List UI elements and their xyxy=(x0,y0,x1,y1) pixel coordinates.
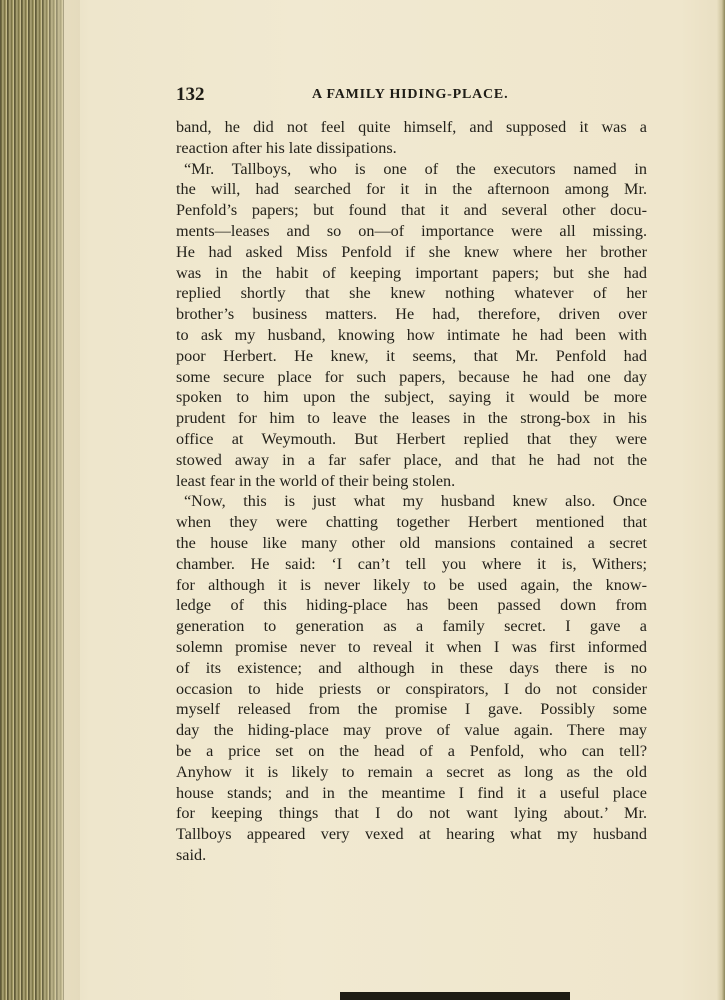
text-line: chamber. He said: ‘I can’t tell you where it is, Withers; xyxy=(176,554,647,573)
text-line: to ask my husband, knowing how intimate he had been with xyxy=(176,325,647,344)
text-line: was in the habit of keeping important papers; but she had xyxy=(176,263,647,282)
page-right-edge xyxy=(717,0,725,1000)
text-line: Penfold’s papers; but found that it and several other docu- xyxy=(176,201,647,220)
text-line: generation to generation as a family secret. I gave a xyxy=(176,617,647,636)
text-line: Tallboys appeared very vexed at hearing what my husband xyxy=(176,825,647,844)
text-line: for keeping things that I do not want lying about.’ Mr. xyxy=(176,804,647,823)
text-line: for although it is never likely to be used again, the know- xyxy=(176,575,647,594)
scan-bottom-mark xyxy=(340,992,570,1000)
text-line: replied shortly that she knew nothing whatever of her xyxy=(176,284,647,303)
text-line: spoken to him upon the subject, saying it would be more xyxy=(176,388,647,407)
text-line: “Mr. Tallboys, who is one of the executors named in xyxy=(184,159,647,178)
text-line: ledge of this hiding-place has been passed down from xyxy=(176,596,647,615)
text-line: occasion to hide priests or conspirators, I do not consider xyxy=(176,679,647,698)
page-number: 132 xyxy=(176,84,205,105)
text-line: myself released from the promise I gave. Possibly some xyxy=(176,700,647,719)
text-line: said. xyxy=(176,845,207,864)
text-line: house stands; and in the meantime I find it a useful place xyxy=(176,783,647,802)
text-line: reaction after his late dissipations. xyxy=(176,138,397,157)
text-line: brother’s business matters. He had, therefore, driven over xyxy=(176,305,647,324)
text-line: Anyhow it is likely to remain a secret as long as the old xyxy=(176,762,647,781)
text-line: He had asked Miss Penfold if she knew where her brother xyxy=(176,242,647,261)
text-line: when they were chatting together Herbert mentioned that xyxy=(176,513,647,532)
body-text xyxy=(176,117,647,866)
text-line: solemn promise never to reveal it when I was first informed xyxy=(176,637,647,656)
text-line: prudent for him to leave the leases in the strong-box in his xyxy=(176,409,647,428)
text-line: office at Weymouth. But Herbert replied that they were xyxy=(176,429,647,448)
gutter-shadow xyxy=(40,0,80,1000)
text-line: ments—leases and so on—of importance were all missing. xyxy=(176,221,647,240)
text-line: the house like many other old mansions contained a secret xyxy=(176,533,647,552)
running-title: A FAMILY HIDING-PLACE. xyxy=(312,87,509,102)
text-line: stowed away in a far safer place, and that he had not the xyxy=(176,450,647,469)
text-line: least fear in the world of their being stolen. xyxy=(176,471,456,490)
text-line: of its existence; and although in these days there is no xyxy=(176,658,647,677)
text-line: “Now, this is just what my husband knew also. Once xyxy=(184,492,647,511)
text-line: band, he did not feel quite himself, and supposed it was a xyxy=(176,118,647,136)
text-line: be a price set on the head of a Penfold, who can tell? xyxy=(176,741,647,760)
text-line: day the hiding-place may prove of value again. There may xyxy=(176,721,647,740)
page-header xyxy=(176,84,646,108)
text-line: some secure place for such papers, because he had one day xyxy=(176,367,647,386)
text-line: poor Herbert. He knew, it seems, that Mr. Penfold had xyxy=(176,346,647,365)
text-line: the will, had searched for it in the afternoon among Mr. xyxy=(176,180,647,199)
